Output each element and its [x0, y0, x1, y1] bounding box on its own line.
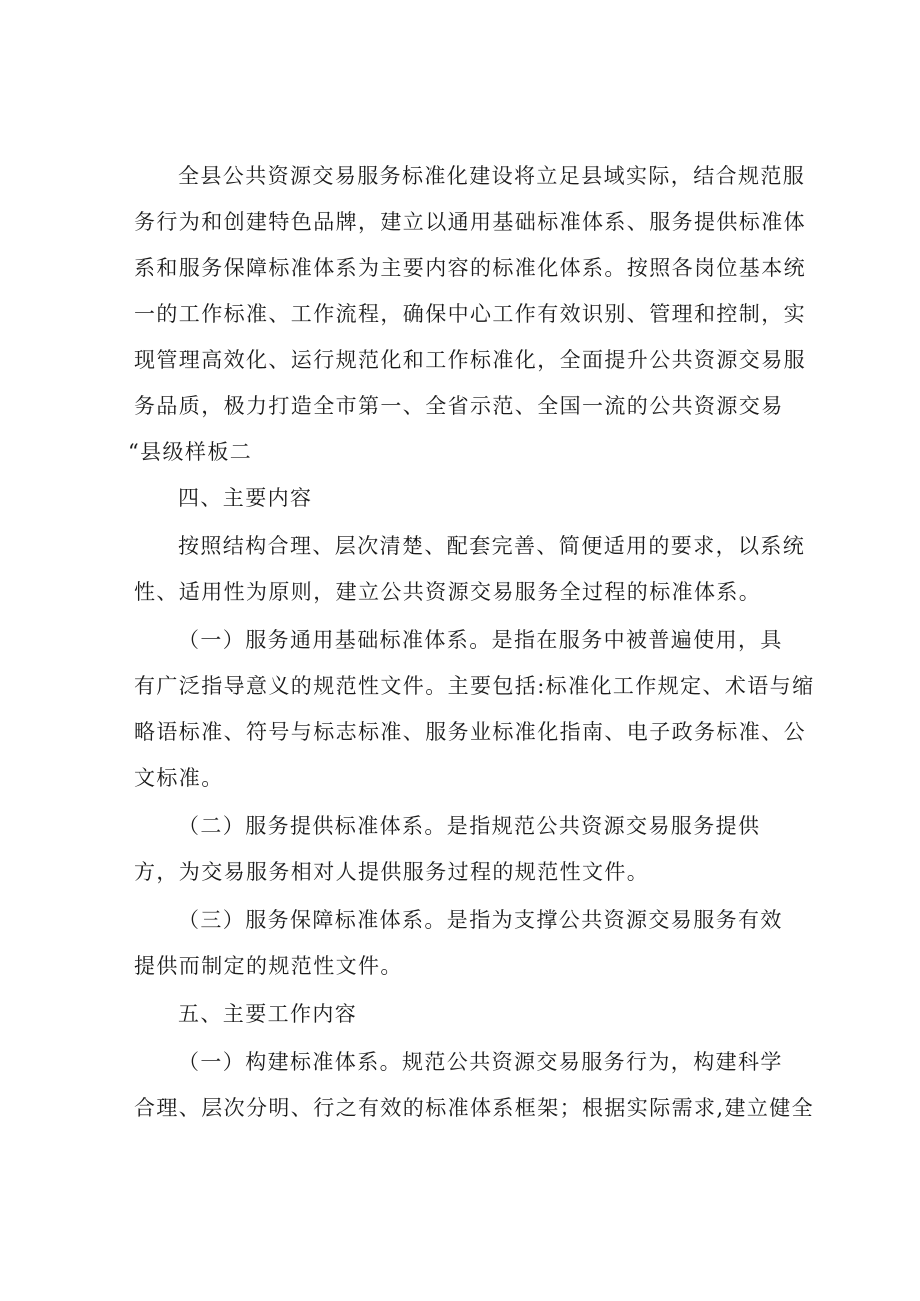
paragraph-intro-line-6: 务品质，极力打造全市第一、全省示范、全国一流的公共资源交易: [134, 394, 784, 418]
paragraph-intro-line-3: 系和服务保障标准体系为主要内容的标准化体系。按照各岗位基本统: [134, 256, 806, 280]
section-heading-four: 四、主要内容: [178, 486, 313, 510]
paragraph-intro-line-1: 全县公共资源交易服务标准化建设将立足县域实际，结合规范服: [178, 164, 806, 188]
paragraph-content-line-2: 性、适用性为原则，建立公共资源交易服务全过程的标准体系。: [134, 580, 762, 604]
item-three-line-2: 提供而制定的规范性文件。: [134, 954, 403, 978]
paragraph-intro-line-5: 现管理高效化、运行规范化和工作标准化，全面提升公共资源交易服: [134, 348, 806, 372]
paragraph-content-line-1: 按照结构合理、层次清楚、配套完善、简便适用的要求，以系统: [178, 534, 806, 558]
item-three-line-1: （三）服务保障标准体系。是指为支撑公共资源交易服务有效: [178, 908, 783, 932]
paragraph-intro-line-4: 一的工作标准、工作流程，确保中心工作有效识别、管理和控制，实: [134, 302, 806, 326]
item-one-line-4: 文标准。: [134, 766, 224, 790]
item-one-line-3: 略语标准、符号与标志标准、服务业标准化指南、电子政务标准、公: [134, 720, 806, 744]
paragraph-intro-line-7: “县级样板二: [128, 440, 253, 464]
task-one-line-2: 合理、层次分明、行之有效的标准体系框架；根据实际需求,建立健全: [134, 1096, 815, 1120]
item-one-line-1: （一）服务通用基础标准体系。是指在服务中被普遍使用，具: [178, 628, 783, 652]
section-heading-five: 五、主要工作内容: [178, 1002, 358, 1026]
task-one-line-1: （一）构建标准体系。规范公共资源交易服务行为，构建科学: [178, 1050, 783, 1074]
paragraph-intro-line-2: 务行为和创建特色品牌，建立以通用基础标准体系、服务提供标准体: [134, 210, 806, 234]
item-one-line-2: 有广泛指导意义的规范性文件。主要包括:标准化工作规定、术语与缩: [134, 674, 815, 698]
item-two-line-1: （二）服务提供标准体系。是指规范公共资源交易服务提供: [178, 814, 761, 838]
item-two-line-2: 方，为交易服务相对人提供服务过程的规范性文件。: [134, 860, 650, 884]
